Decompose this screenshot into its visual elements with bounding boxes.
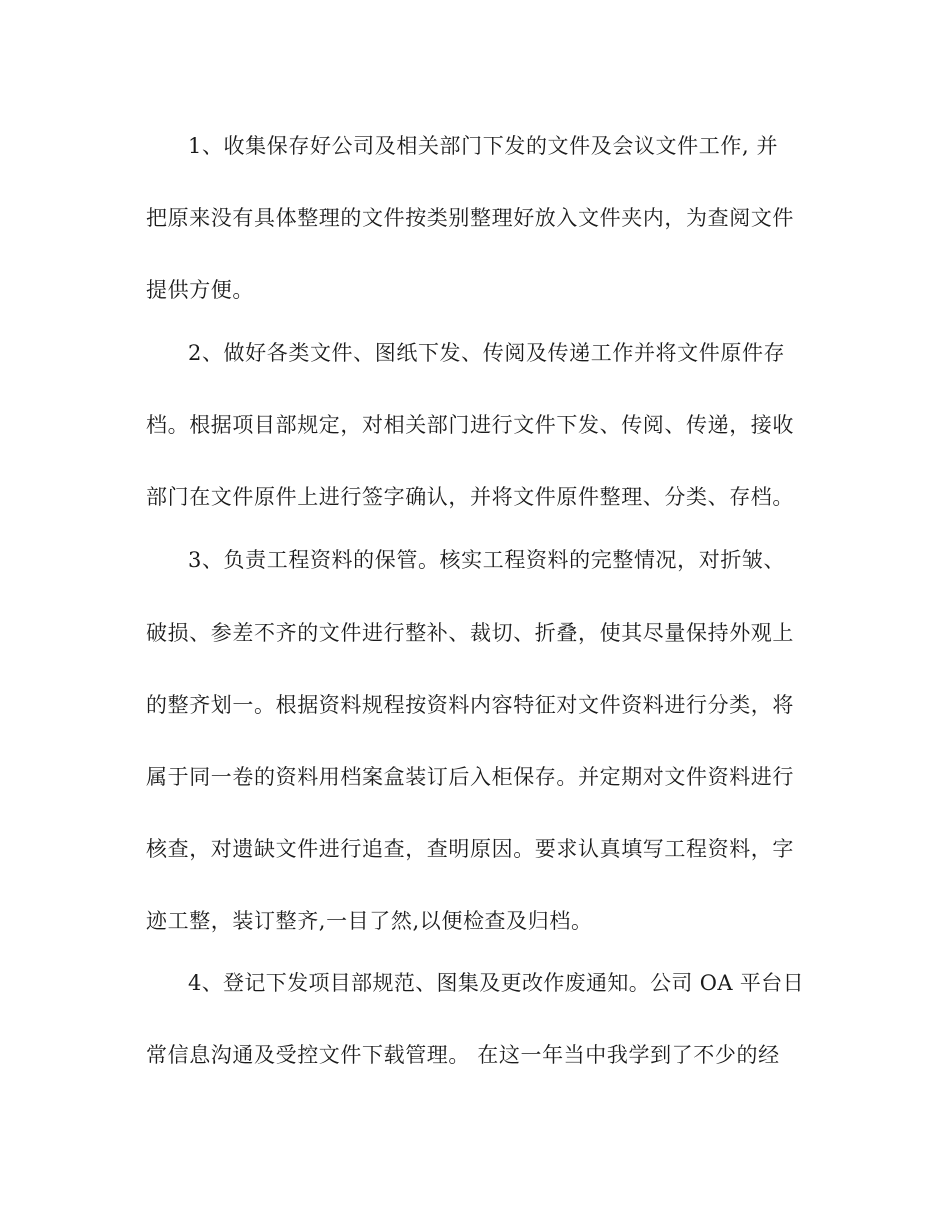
paragraph-3-line-1: 3、负责工程资料的保管。核实工程资料的完整情况，对折皱、 [188,548,786,572]
paragraph-2-line-1: 2、做好各类文件、图纸下发、传阅及传递工作并将文件原件存 [188,341,786,365]
paragraph-4-line-2: 常信息沟通及受控文件下载管理。 在这一年当中我学到了不少的经 [146,1043,780,1067]
paragraph-1-line-1: 1、收集保存好公司及相关部门下发的文件及会议文件工作, 并 [188,134,779,158]
paragraph-2-line-3: 部门在文件原件上进行签字确认，并将文件原件整理、分类、存档。 [146,485,794,509]
paragraph-3-line-2: 破损、参差不齐的文件进行整补、裁切、折叠，使其尽量保持外观上 [146,621,794,645]
paragraph-3-line-4: 属于同一卷的资料用档案盒装订后入柜保存。并定期对文件资料进行 [146,765,794,789]
paragraph-4-line-1: 4、登记下发项目部规范、图集及更改作废通知。公司 OA 平台日 [188,971,804,995]
paragraph-2-line-2: 档。根据项目部规定，对相关部门进行文件下发、传阅、传递，接收 [146,413,794,437]
paragraph-3-line-3: 的整齐划一。根据资料规程按资料内容特征对文件资料进行分类，将 [146,693,794,717]
paragraph-3-line-5: 核查，对遗缺文件进行追查，查明原因。要求认真填写工程资料，字 [146,837,794,861]
paragraph-1-line-3: 提供方便。 [146,278,254,302]
paragraph-1-line-2: 把原来没有具体整理的文件按类别整理好放入文件夹内，为查阅文件 [146,206,794,230]
paragraph-3-line-6: 迹工整，装订整齐,一目了然,以便检查及归档。 [146,909,593,933]
